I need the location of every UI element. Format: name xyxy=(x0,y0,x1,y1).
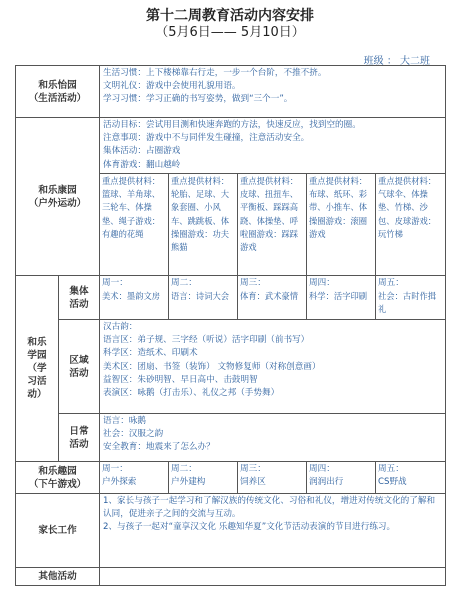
life-section-row xyxy=(16,66,446,118)
group-activity-mon: 周一： 美术：墨韵文房 xyxy=(100,276,169,320)
fun-section-row xyxy=(16,462,446,494)
fun-wed: 周三： 饲养区 xyxy=(238,462,307,494)
health-goal-line: 活动目标：尝试用目测和快速奔跑的方法，快速反应，找到空的圈。 xyxy=(103,120,361,130)
parents-item-1: 1、家长与孩子一起学习和了解汉族的传统文化、习俗和礼仪，增进对传统文化的了解和认同，促进亲子之间的交流与互动。 xyxy=(103,496,436,520)
life-section-label: 和乐怡园 （生活活动） xyxy=(16,66,100,118)
health-section-row xyxy=(16,118,446,174)
area-art-line: 美术区：团扇、书签（装饰） 文物修复师（对称创意画） xyxy=(103,361,321,372)
parents-section-label: 家长工作 xyxy=(16,494,100,568)
life-etiquette-line: 文明礼仪：游戏中会使用礼貌用语。 xyxy=(103,81,241,92)
study-section-label: 和乐 学园 （学 习活 动） xyxy=(16,276,59,462)
health-section-content xyxy=(100,118,446,174)
life-study-habit-line: 学习习惯：学习正确的书写姿势，做到“三个一”。 xyxy=(103,94,293,105)
health-notice-line: 注意事项：游戏中不与同伴发生碰撞，注意活动安全。 xyxy=(103,133,310,144)
fun-tue: 周二： 户外建构 xyxy=(169,462,238,494)
parents-section-row xyxy=(16,494,446,568)
area-heading: 汉古韵： xyxy=(103,322,138,332)
area-activity-label: 区域 活动 xyxy=(59,320,100,414)
health-materials-fri: 重点提供材料：气球伞、体操垫、竹梯、沙包、皮球游戏：玩竹梯 xyxy=(376,174,446,276)
life-section-content xyxy=(100,66,446,118)
fun-section-label: 和乐趣园 （下午游戏） xyxy=(16,462,100,494)
health-materials-wed: 重点提供材料：皮球、扭扭车、平衡板、踩踩高跷、体操垫、呼啦圈游戏：踩踩游戏 xyxy=(238,174,307,276)
fun-fri: 周五： CS野战 xyxy=(376,462,446,494)
daily-safety-line: 安全教育：地震来了怎么办？ xyxy=(103,442,215,453)
health-section-label: 和乐康园 （户外运动） xyxy=(16,118,100,276)
health-materials-tue: 重点提供材料：轮胎、足球、大象套圈、小风车、跳跳板、体操圈游戏：功夫熊猫 xyxy=(169,174,238,276)
health-group-line: 集体活动：占圈游戏 xyxy=(103,146,181,157)
area-science-line: 科学区：造纸术、印刷术 xyxy=(103,348,198,359)
fun-thu: 周四： 润润出行 xyxy=(307,462,376,494)
fun-mon: 周一： 户外探索 xyxy=(100,462,169,494)
daily-activity-row xyxy=(16,414,446,462)
area-puzzle-line: 益智区：朱砂明智、早日高中、击鼓明智 xyxy=(103,374,258,385)
area-activity-content xyxy=(100,320,446,414)
health-materials-mon: 重点提供材料：篮球、羊角球、三轮车、体操垫、绳子游戏：有趣的花绳 xyxy=(100,174,169,276)
parents-item-2: 2、与孩子一起对“童享汉文化 乐趣知华夏”文化节活动表演的节目进行练习。 xyxy=(103,522,396,533)
other-section-row xyxy=(16,568,446,586)
schedule-table xyxy=(15,65,446,586)
group-activity-thu: 周四： 科学：活字印刷 xyxy=(307,276,376,320)
area-language-line: 语言区：弟子规、三字经（听说）活字印刷（前书写） xyxy=(103,335,310,346)
health-game-line: 体育游戏：翻山越岭 xyxy=(103,159,181,170)
study-group-row xyxy=(16,276,446,320)
life-habit-line: 生活习惯：上下楼梯靠右行走，一步一个台阶，不推不挤。 xyxy=(103,68,327,78)
area-activity-row xyxy=(16,320,446,414)
daily-language-line: 语言：咏鹅 xyxy=(103,416,146,426)
other-section-content xyxy=(100,568,446,586)
daily-activity-label: 日常 活动 xyxy=(59,414,100,462)
date-range: （5月6日—— 5月10日） xyxy=(155,25,305,40)
daily-social-line: 社会：汉服之韵 xyxy=(103,429,164,440)
group-activity-wed: 周三： 体育：武术豪情 xyxy=(238,276,307,320)
group-activity-fri: 周五： 社会：古时作揖礼 xyxy=(376,276,446,320)
group-activity-label: 集体 活动 xyxy=(59,276,100,320)
health-materials-thu: 重点提供材料：布球、纸环、彩带、小推车、体操圈游戏：滚圈游戏 xyxy=(307,174,376,276)
class-label: 班级 ： 大二班 xyxy=(363,56,430,67)
parents-section-content xyxy=(100,494,446,568)
other-section-label: 其他活动 xyxy=(16,568,100,586)
daily-activity-content xyxy=(100,414,446,462)
group-activity-tue: 周二： 语言：诗词大会 xyxy=(169,276,238,320)
page-title: 第十二周教育活动内容安排 xyxy=(146,8,314,24)
area-performance-line: 表演区：咏鹅（打击乐）、礼仪之邦（手势舞） xyxy=(103,388,280,399)
